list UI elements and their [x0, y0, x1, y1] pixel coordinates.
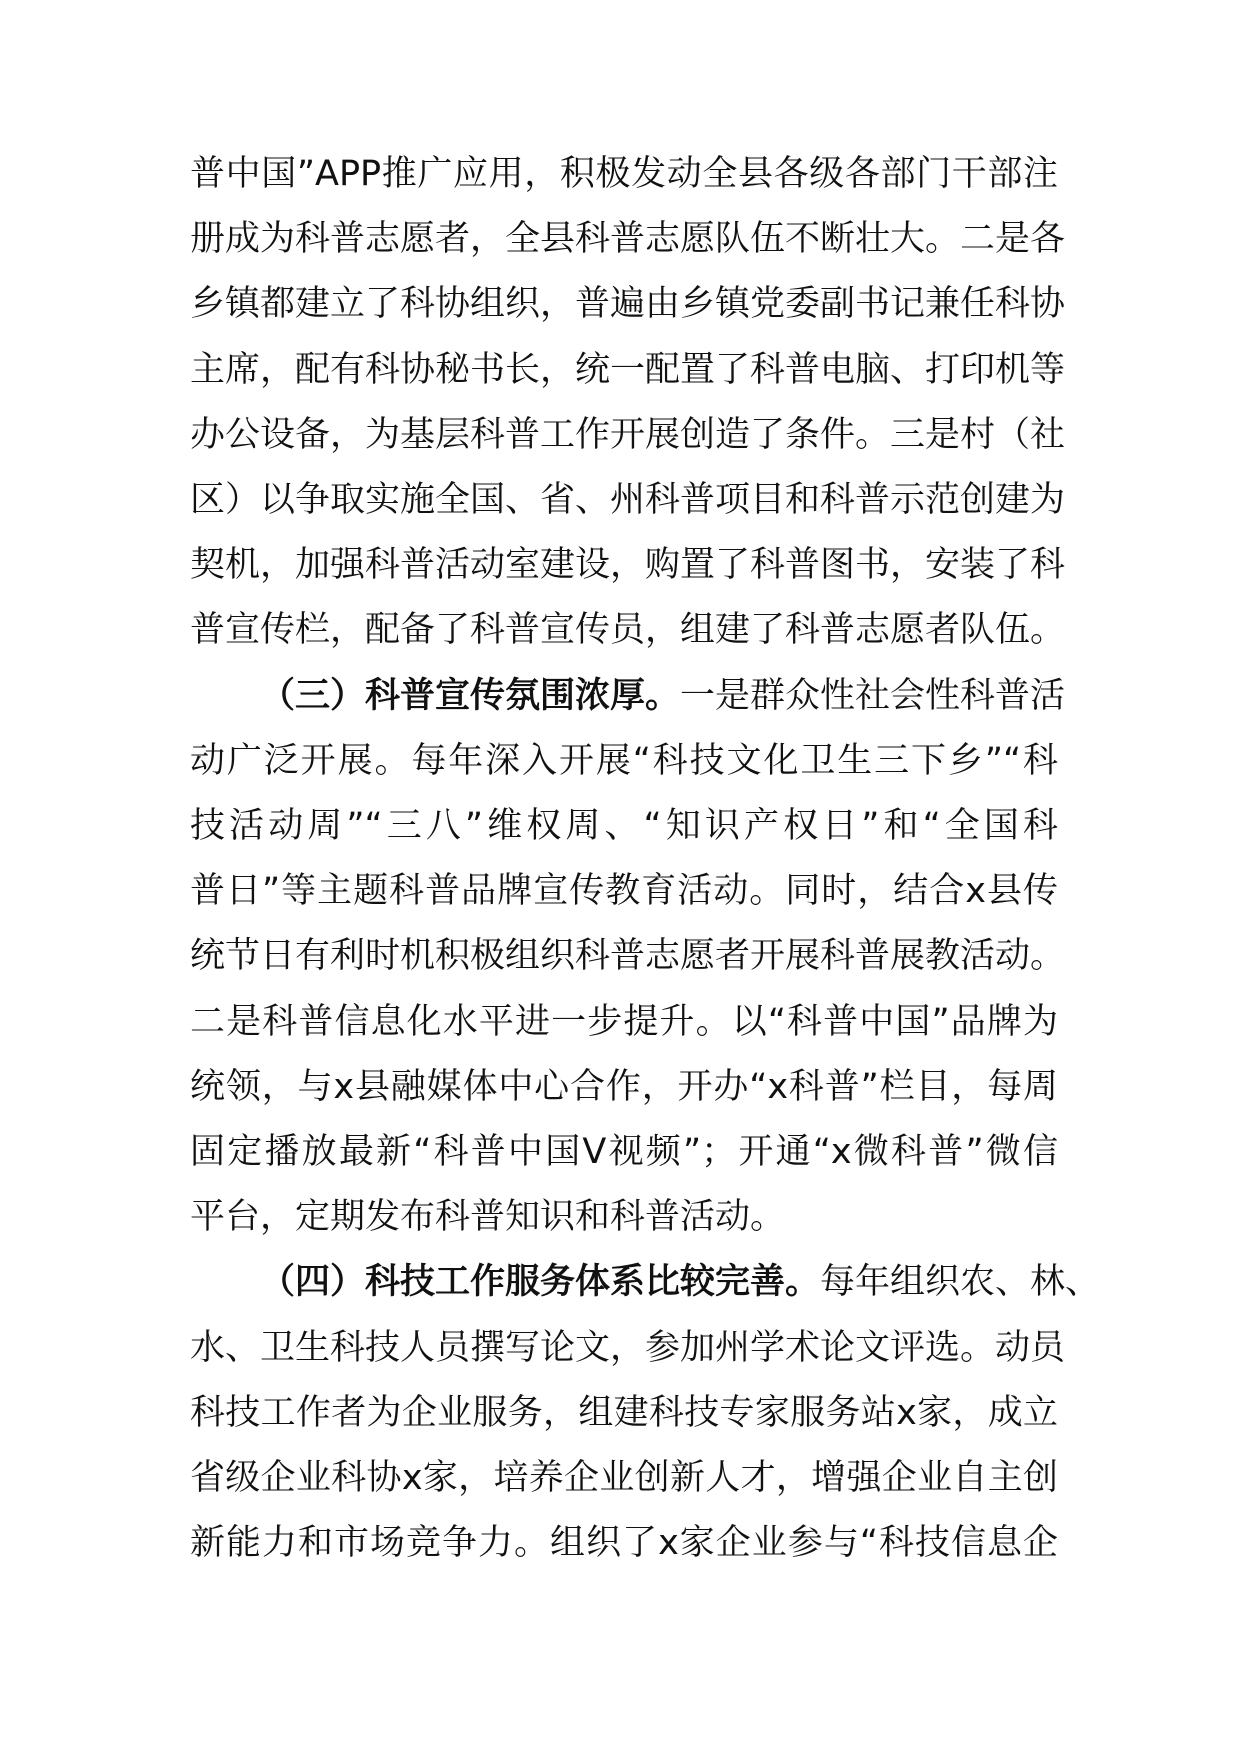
- text-line: 办公设备，为基层科普工作开展创造了条件。三是村（社: [190, 414, 1066, 455]
- text-line: 区）以争取实施全国、省、州科普项目和科普示范创建为: [190, 479, 1066, 520]
- section-three: [190, 664, 1066, 1251]
- text-line: 主席，配有科协秘书长，统一配置了科普电脑、打印机等: [190, 349, 1066, 390]
- section-three-heading: （三）科普宣传氛围浓厚。: [260, 675, 681, 716]
- section-three-first-line: [190, 664, 1066, 729]
- text-line: 省级企业科协x家，培养企业创新人才，增强企业自主创: [190, 1457, 1058, 1498]
- section-four-first-line-rest: 每年组织农、林、: [820, 1262, 1101, 1303]
- section-four: [190, 1250, 1101, 1576]
- text-line: 乡镇都建立了科协组织，普遍由乡镇党委副书记兼任科协: [190, 284, 1066, 325]
- section-four-heading: （四）科技工作服务体系比较完善。: [260, 1262, 821, 1303]
- text-line: 册成为科普志愿者，全县科普志愿队伍不断壮大。二是各: [190, 219, 1066, 260]
- text-line: 固定播放最新“科普中国V视频”；开通“x微科普”微信: [190, 1131, 1058, 1172]
- paragraph-continuation: [190, 142, 1066, 664]
- text-line: 统领，与x县融媒体中心合作，开办“x科普”栏目，每周: [190, 1066, 1058, 1107]
- text-line: 技活动周”“三八”维权周、“知识产权日”和“全国科: [190, 805, 1058, 846]
- text-line: 普中国”APP推广应用，积极发动全县各级各部门干部注: [190, 154, 1058, 194]
- text-line: 二是科普信息化水平进一步提升。以“科普中国”品牌为: [190, 1001, 1058, 1042]
- text-line: 契机，加强科普活动室建设，购置了科普图书，安装了科: [190, 545, 1066, 586]
- text-line: 普宣传栏，配备了科普宣传员，组建了科普志愿者队伍。: [190, 610, 1066, 651]
- text-line: 平台，定期发布科普知识和科普活动。: [190, 1197, 786, 1238]
- text-line: 普日”等主题科普品牌宣传教育活动。同时，结合x县传: [190, 871, 1058, 912]
- text-line: 新能力和市场竞争力。组织了x家企业参与“科技信息企: [190, 1523, 1058, 1564]
- text-line: 统节日有利时机积极组织科普志愿者开展科普展教活动。: [190, 936, 1066, 977]
- text-line: 水、卫生科技人员撰写论文，参加州学术论文评选。动员: [190, 1327, 1066, 1368]
- text-line: 动广泛开展。每年深入开展“科技文化卫生三下乡”“科: [190, 740, 1058, 781]
- section-four-first-line: [190, 1250, 1101, 1315]
- text-line: 科技工作者为企业服务，组建科技专家服务站x家，成立: [190, 1392, 1058, 1433]
- section-three-first-line-rest: 一是群众性社会性科普活: [680, 675, 1066, 716]
